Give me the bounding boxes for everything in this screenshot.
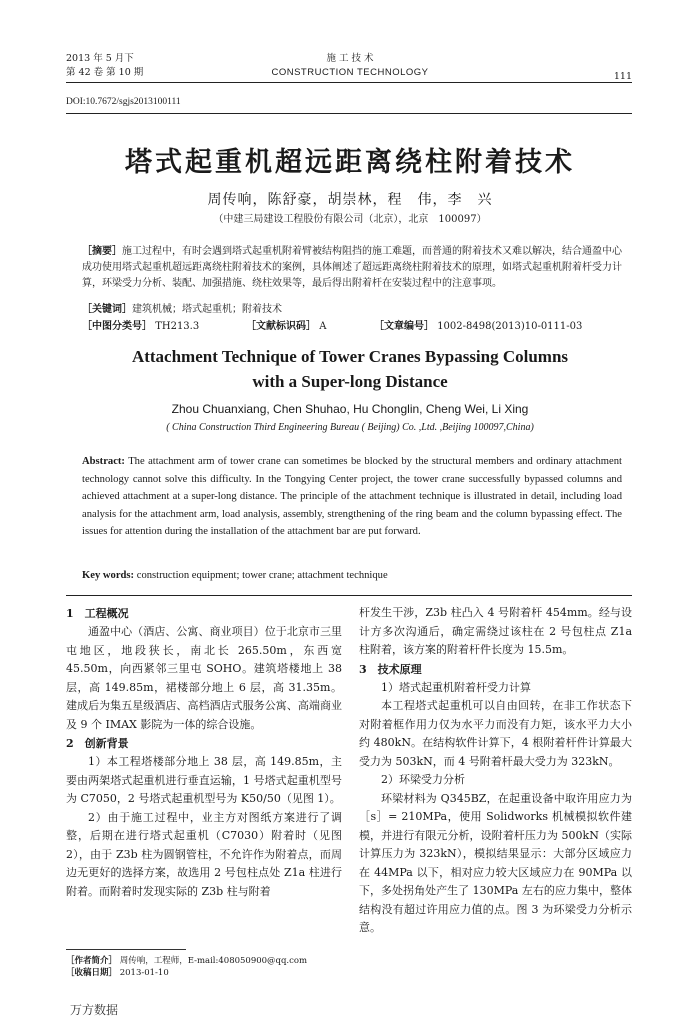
received-label: ［收稿日期］ xyxy=(66,968,118,978)
issue-volume: 第 42 卷 第 10 期 xyxy=(66,67,144,78)
abstract-cn-label: ［摘要］ xyxy=(82,246,122,257)
keywords-en-label: Key words: xyxy=(82,570,135,581)
doi: DOI:10.7672/sgjs2013100111 xyxy=(66,97,181,107)
section-2-heading: 2 创新背景 xyxy=(66,737,129,750)
doc-code-value: A xyxy=(319,321,327,332)
clc-label: ［中图分类号］ xyxy=(82,321,152,332)
watermark-text: 万方数据 xyxy=(70,1003,119,1017)
title-cn: 塔式起重机超远距离绕柱附着技术 xyxy=(125,147,575,178)
affiliation-cn: （中建三局建设工程股份有限公司（北京），北京 100097） xyxy=(213,214,487,225)
section-3-2-heading: 2）环梁受力分析 xyxy=(381,773,465,786)
abstract-cn xyxy=(82,244,622,292)
author-note-text: 周传响，工程师，E-mail:408050900@qq.com xyxy=(119,956,308,966)
title-en-line1: Attachment Technique of Tower Cranes Bypassing Columns xyxy=(131,347,569,366)
abstract-rule xyxy=(66,595,632,596)
footnote xyxy=(66,955,342,979)
abstract-en-label: Abstract: xyxy=(82,456,125,467)
received-date xyxy=(66,967,342,979)
keywords-en-text: construction equipment; tower crane; attachment technique xyxy=(136,570,388,581)
abstract-cn-text: 施工过程中，有时会遇到塔式起重机附着臂被结构阻挡的施工难题，而普通的附着技术又难以解决，结合通盈中心成功使用塔式起重机超远距离绕柱附着技术的案例，具体阐述了超远距离绕柱附着技术的原理，如塔式起重机附着杆受力计算，环梁受力分析、装配、加强措施、绕柱效果等，最后得出附着杆在安装过程中的注意事项。 xyxy=(82,246,622,289)
section-2-paragraph-2: 2）由于施工过程中，业主方对图纸方案进行了调整，后期在进行塔式起重机（C7030）附着时（见图 2），由于 Z3b 柱为圆钢管柱，不允许作为附着点，而周边无更好的选择方案，故选用 2 号包柱点处 Z1a 柱进行附着。而附着时发现实际的 Z3b 柱与附着 xyxy=(66,810,342,898)
section-3-2-paragraph: 环梁材料为 Q345BZ，在起重设备中取许用应力为［s］= 210MPa，使用 Solidworks 机械模拟软件建模，并进行有限元分析，设附着杆压力为 500kN（实际计算压力为 323kN），模拟结果显示：大部分区域应力在 44MPa 以下，相对应力较大区域应力在 90MPa 以下，多处拐角处产生了 130MPa 左右的应力集中，整体结构没有超过许用应力值的点。图 3 为环梁受力分析示意。 xyxy=(359,791,632,934)
page-number: 111 xyxy=(613,71,632,82)
received-value: 2013-01-10 xyxy=(119,968,169,978)
abstract-en-text: The attachment arm of tower crane can sometimes be blocked by the structural members and ordinary attachment technology cannot solve this difficulty. In the Tongying Center project, the tower crane successfully bypassed columns and achieved attachment at a super-long distance. The principle of the attachment technique is illustrated in detail, including load analysis for the attachment arm, load analysis, assembly, strengthening of the ring beam and the column bypassing effect. The issues for attention during the installation of the attachment bar are put forward. xyxy=(82,456,622,537)
keywords-cn-label: ［关键词］ xyxy=(82,304,132,315)
authors-cn: 周传响，陈舒豪，胡崇林，程 伟，李 兴 xyxy=(207,192,493,208)
abstract-en xyxy=(82,453,622,541)
keywords-cn xyxy=(82,302,282,318)
journal-name-cn: 施 工 技 术 xyxy=(326,53,374,64)
affiliation-en: ( China Construction Third Engineering Bureau ( Beijing) Co. ,Ltd. ,Beijing 100097,China) xyxy=(166,422,534,433)
keywords-cn-text: 建筑机械；塔式起重机；附着技术 xyxy=(132,304,282,315)
author-note-label: ［作者简介］ xyxy=(66,956,118,966)
section-3-1-paragraph: 本工程塔式起重机可以自由回转，在非工作状态下对附着框作用力仅为水平力而没有力矩，该水平力大小约 480kN。在结构软件计算下，4 根附着杆件计算最大受力为 503kN，而 4 号附着杆最大受力为 323kN。 xyxy=(359,699,632,768)
clc-value: TH213.3 xyxy=(155,321,200,332)
doi-rule xyxy=(66,113,632,114)
body-column-left xyxy=(66,604,342,901)
authors-en: Zhou Chuanxiang, Chen Shuhao, Hu Chonglin, Cheng Wei, Li Xing xyxy=(171,402,529,416)
article-no-label: ［文章编号］ xyxy=(374,321,434,332)
clc-number xyxy=(82,319,199,335)
header-rule xyxy=(66,82,632,83)
issue-date: 2013 年 5 月下 xyxy=(66,53,134,64)
doc-code-label: ［文献标识码］ xyxy=(246,321,316,332)
section-3-1-heading: 1）塔式起重机附着杆受力计算 xyxy=(381,680,531,694)
keywords-en xyxy=(82,567,622,585)
section-2-paragraph-1: 1）本工程塔楼部分地上 38 层，高 149.85m，主要由两架塔式起重机进行垂直运输，1 号塔式起重机型号为 C7050，2 号塔式起重机型号为 K50/50（见图 1）。 xyxy=(66,755,342,805)
journal-name-en: CONSTRUCTION TECHNOLOGY xyxy=(271,67,429,78)
title-en-line2: with a Super-long Distance xyxy=(252,372,448,391)
document-code xyxy=(246,319,326,335)
article-no-value: 1002-8498(2013)10-0111-03 xyxy=(437,321,583,332)
section-3-heading: 3 技术原理 xyxy=(359,662,422,676)
continued-paragraph: 杆发生干涉，Z3b 柱凸入 4 号附着杆 454mm。经与设计方多次沟通后，确定需绕过该柱在 2 号包柱点 Z1a 柱附着，该方案的附着杆件长度为 15.5m。 xyxy=(359,606,632,656)
author-note xyxy=(66,955,342,967)
article-number xyxy=(374,319,582,335)
section-1-paragraph: 通盈中心（酒店、公寓、商业项目）位于北京市三里屯地区，地段狭长，南北长 265.50m，东西宽 45.50m，向西紧邻三里屯 SOHO。建筑塔楼地上 38 层，高 149.85m，裙楼部分地上 6 层，高 31.35m。建成后为集五星级酒店、高档酒店式服务公寓、高端商业及 9 个 IMAX 影院为一体的综合设施。 xyxy=(66,625,342,731)
section-1-heading: 1 工程概况 xyxy=(66,607,129,620)
body-column-right xyxy=(359,604,632,938)
footnote-rule xyxy=(66,949,186,950)
